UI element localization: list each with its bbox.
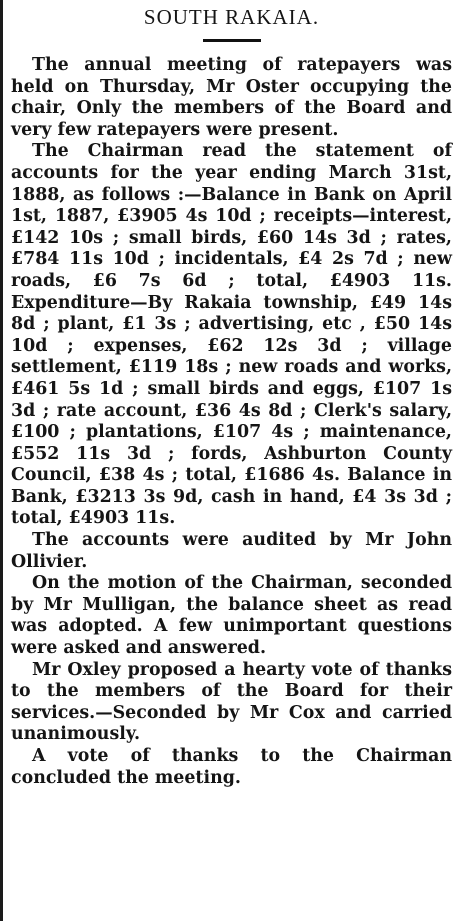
paragraph-meeting-intro: The annual meeting of ratepayers was held on Thursday, Mr Oster occupying the chair, Only the members of the Board and very few ratepayers were present. (11, 55, 452, 140)
article-headline: SOUTH RAKAIA. (143, 5, 320, 29)
paragraph-audit: The accounts were audited by Mr John Ollivier. (11, 530, 452, 572)
paragraph-balance-sheet-motion: On the motion of the Chairman, seconded by Mr Mulligan, the balance sheet as read was adopted. A few unimportant questions were asked and answered. (11, 573, 452, 659)
paragraph-vote-of-thanks-chairman: A vote of thanks to the Chairman concluded the meeting. (11, 746, 452, 788)
paragraph-vote-of-thanks-board: Mr Oxley proposed a hearty vote of thanks to the members of the Board for their services.—Seconded by Mr Cox and carried unanimously. (11, 659, 452, 745)
headline-rule (203, 39, 261, 42)
paragraph-accounts-statement: The Chairman read the statement of accounts for the year ending March 31st, 1888, as follows :—Balance in Bank on April 1st, 1887, £3905 4s 10d ; receipts—interest, £142 10s ; small birds, £60 14s 3d ; rates, £784 11s 10d ; incidentals, £4 2s 7d ; new roads, £6 7s 6d ; total, £4903 11s. Expenditure—By Rakaia township, £49 14s 8d ; plant, £1 3s ; advertising, etc , £50 14s 10d ; expenses, £62 12s 3d ; village settlement, £119 18s ; new roads and works, £461 5s 1d ; small birds and eggs, £107 1s 3d ; rate account, £36 4s 8d ; Clerk's salary, £100 ; plantations, £107 4s ; maintenance, £552 11s 3d ; fords, Ashburton County Council, £38 4s ; total, £1686 4s. Balance in Bank, £3213 3s 9d, cash in hand, £4 3s 3d ; total, £4903 11s. (11, 141, 452, 529)
